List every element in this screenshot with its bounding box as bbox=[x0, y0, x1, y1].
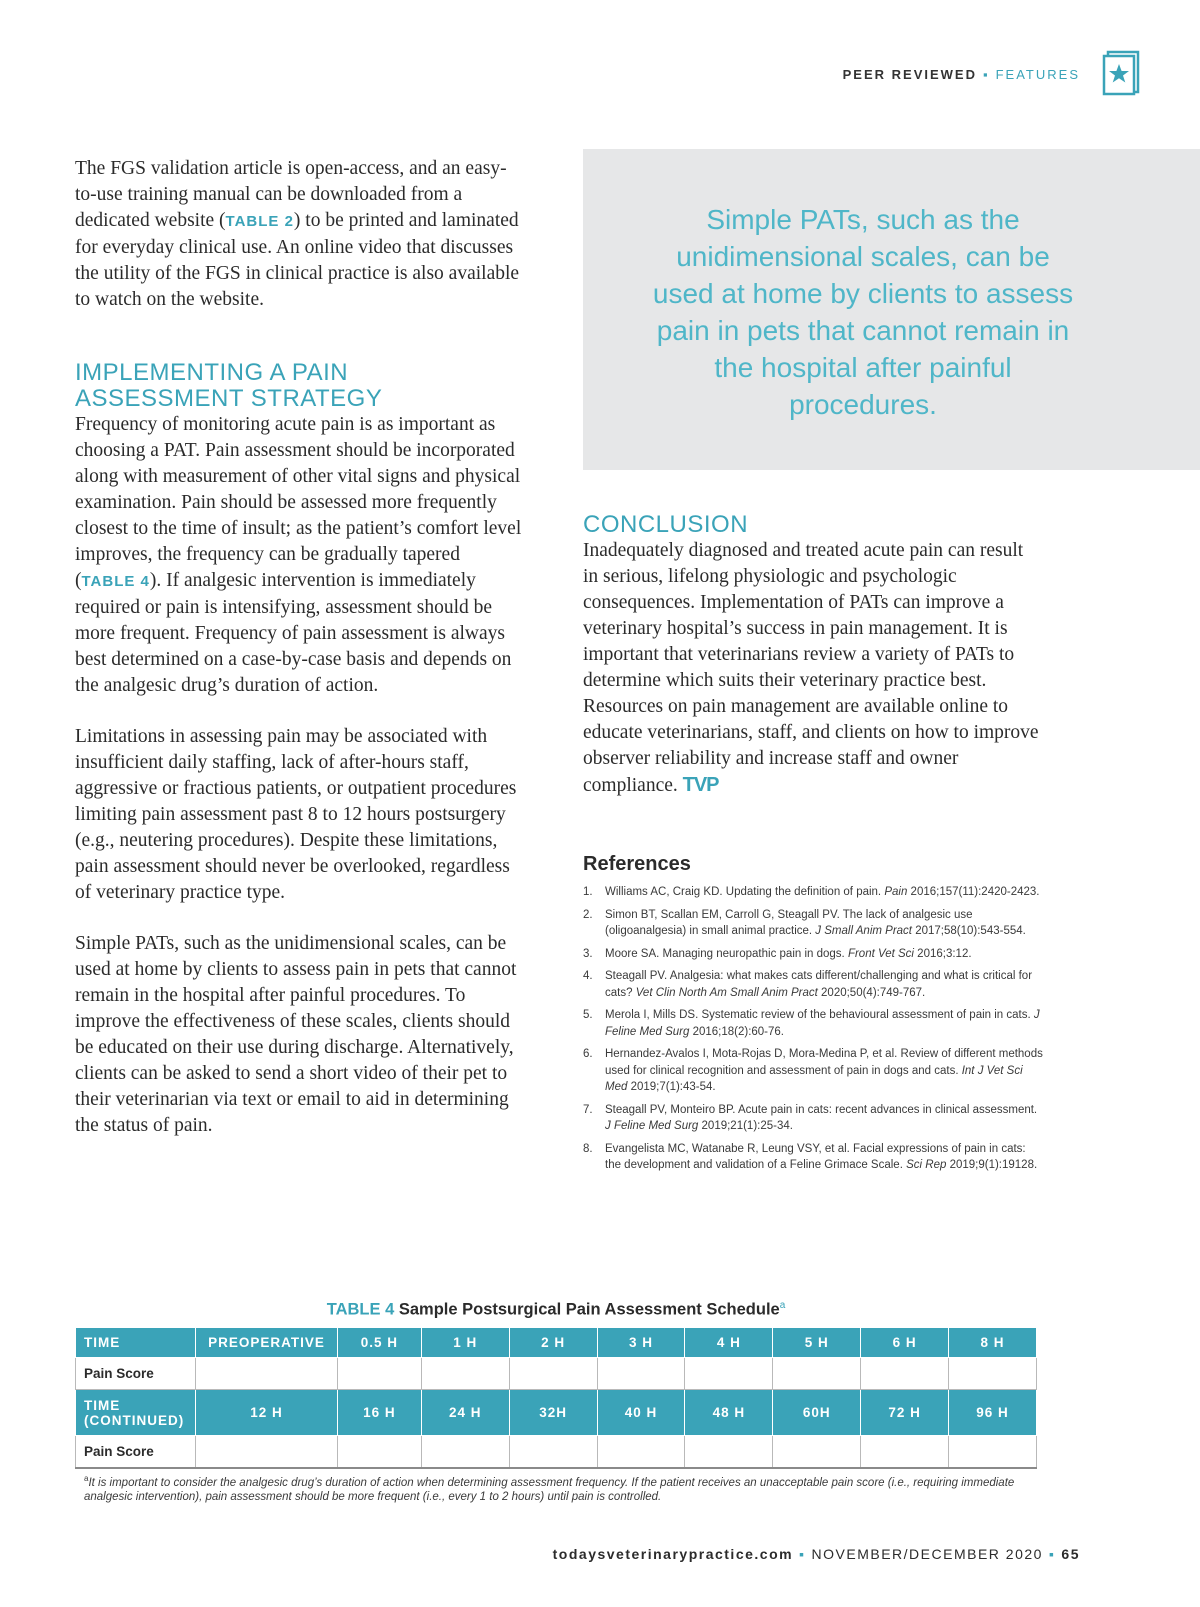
table-cell bbox=[421, 1358, 509, 1390]
table-cell bbox=[597, 1436, 685, 1469]
table-row bbox=[76, 1358, 1037, 1390]
section-label: FEATURES bbox=[995, 67, 1080, 82]
table-cell: 8 H bbox=[949, 1328, 1037, 1358]
table-label: TABLE 4 bbox=[326, 1300, 395, 1319]
table-cell: 16 H bbox=[337, 1390, 421, 1436]
table-cell bbox=[685, 1436, 773, 1469]
reference-item: 7. Steagall PV, Monteiro BP. Acute pain in cats: recent advances in clinical assessment. J Feline Med Surg 2019;21(1):25-34. bbox=[583, 1103, 1038, 1132]
table-cell bbox=[421, 1436, 509, 1469]
table-cell bbox=[195, 1436, 337, 1469]
issue-date: NOVEMBER/DECEMBER 2020 bbox=[811, 1546, 1043, 1562]
reference-item: 6. Hernandez-Avalos I, Mota-Rojas D, Mora-Medina P, et al. Review of different methods used for clinical recognition and assessment of pain in dogs and cats. Int J Vet Sci Med 2019;7(1):43-54. bbox=[583, 1048, 1043, 1093]
reference-item: 4. Steagall PV. Analgesia: what makes cats different/challenging and what is critical for cats? Vet Clin North Am Small Anim Pract 2020;50(4):749-767. bbox=[583, 970, 1033, 999]
table-cell: 5 H bbox=[773, 1328, 861, 1358]
table-cell bbox=[861, 1358, 949, 1390]
running-head bbox=[843, 67, 1080, 82]
table-footnote: $^a$It is important to consider the analgesic drug’s duration of action when determining assessment frequency. If the patient receives an unacceptable pain score (i.e., requiring immediate analgesic intervention), pain assessment should be more frequent (i.e., every 1 to 2 hours) until pain is controlled. bbox=[84, 1474, 1015, 1504]
references-title: References bbox=[583, 853, 691, 875]
table-cell: 24 H bbox=[421, 1390, 509, 1436]
table-row bbox=[76, 1390, 1037, 1436]
table-cell bbox=[337, 1436, 421, 1469]
paragraph-limitations: Limitations in assessing pain may be associated with insufficient daily staffing, lack of after-hours staff, aggressive or fractious patients, or outpatient procedures limiting pain assessment past 8 to 12 hours postsurgery (e.g., neutering procedures). Despite these limitations, pain assessment should never be overlooked, regardless of veterinary practice type. bbox=[75, 726, 517, 903]
heading-implementing: IMPLEMENTING A PAIN ASSESSMENT STRATEGY bbox=[75, 359, 383, 412]
table-title: Sample Postsurgical Pain Assessment Schedule bbox=[398, 1300, 780, 1319]
table-cell: 6 H bbox=[861, 1328, 949, 1358]
page-number: 65 bbox=[1061, 1546, 1080, 1562]
table-cell: 72 H bbox=[861, 1390, 949, 1436]
table-cell bbox=[509, 1358, 597, 1390]
table-cell bbox=[861, 1436, 949, 1469]
reference-item: 5. Merola I, Mills DS. Systematic review of the behavioural assessment of pain in cats. J Feline Med Surg 2016;18(2):60-76. bbox=[583, 1009, 1040, 1038]
footer-separator: ▪ bbox=[799, 1546, 806, 1562]
table-row bbox=[76, 1436, 1037, 1469]
references-list bbox=[583, 884, 1043, 1174]
table-cell bbox=[949, 1436, 1037, 1469]
table-cell: 3 H bbox=[597, 1328, 685, 1358]
table-cell: 2 H bbox=[509, 1328, 597, 1358]
table-cell bbox=[597, 1358, 685, 1390]
table-cell: 60H bbox=[773, 1390, 861, 1436]
table-cell: 4 H bbox=[685, 1328, 773, 1358]
table-caption bbox=[75, 1300, 1037, 1320]
paragraph-fgs: The FGS validation article is open-access, and an easy-to-use training manual can be downloaded from a dedicated website (TABLE 2) to be printed and laminated for everyday clinical use. An online video that discusses the utility of the FGS in clinical practice is also available to watch on the website. bbox=[75, 158, 520, 310]
reference-item: 3. Moore SA. Managing neuropathic pain in dogs. Front Vet Sci 2016;3:12. bbox=[583, 947, 972, 960]
category-label: PEER REVIEWED bbox=[842, 67, 977, 82]
reference-item: 1. Williams AC, Craig KD. Updating the definition of pain. Pain 2016;157(11):2420-2423. bbox=[583, 886, 1040, 898]
reference-item: 2. Simon BT, Scallan EM, Carroll G, Steagall PV. The lack of analgesic use (oligoanalgesia) in small animal practice. J Small Anim Pract 2017;58(10):543-554. bbox=[583, 908, 1026, 937]
row-label-pain-score: Pain Score bbox=[76, 1358, 196, 1390]
footer-separator-2: ▪ bbox=[1048, 1546, 1056, 1562]
row-label-pain-score: Pain Score bbox=[76, 1436, 196, 1469]
bookmark-star-icon bbox=[1102, 50, 1142, 96]
table-cell: 12 H bbox=[195, 1390, 337, 1436]
table-row bbox=[76, 1328, 1037, 1358]
page-footer bbox=[553, 1546, 1080, 1562]
table-2-link[interactable]: TABLE 2 bbox=[225, 213, 294, 230]
table-cell bbox=[685, 1358, 773, 1390]
table-cell: 96 H bbox=[949, 1390, 1037, 1436]
table-cell: 48 H bbox=[685, 1390, 773, 1436]
pull-quote-text: Simple PATs, such as the unidimensional scales, can be used at home by clients to assess pain in pets that cannot remain in the hospital after painful procedures. bbox=[652, 204, 1074, 420]
table-4-link[interactable]: TABLE 4 bbox=[81, 573, 150, 590]
table-cell bbox=[773, 1436, 861, 1469]
table-cell bbox=[773, 1358, 861, 1390]
pull-quote-box bbox=[583, 149, 1200, 470]
table-cell bbox=[337, 1358, 421, 1390]
heading-conclusion: CONCLUSION bbox=[583, 511, 749, 538]
table-cell: 32H bbox=[509, 1390, 597, 1436]
paragraph-conclusion: Inadequately diagnosed and treated acute pain can result in serious, lifelong physiologic and psychologic consequences. Implementation of PATs can improve a veterinary hospital’s success in pain management. It is important that veterinarians review a variety of PATs to determine which suits their veterinary practice best. Resources on pain management are available online to educate veterinarians, staff, and clients on how to improve observer reliability and increase staff and owner compliance. TVP bbox=[583, 540, 1039, 796]
table-cell: 40 H bbox=[597, 1390, 685, 1436]
row-label-time: TIME bbox=[76, 1328, 196, 1358]
table-cell: 1 H bbox=[421, 1328, 509, 1358]
table-cell bbox=[509, 1436, 597, 1469]
right-column bbox=[583, 512, 1043, 1180]
table-cell: PREOPERATIVE bbox=[195, 1328, 337, 1358]
table-cell bbox=[195, 1358, 337, 1390]
tvp-logo: TVP bbox=[682, 774, 719, 796]
header-separator: ▪ bbox=[983, 67, 990, 82]
site-url[interactable]: todaysveterinarypractice.com bbox=[552, 1546, 794, 1562]
left-column bbox=[75, 156, 525, 1164]
table-cell bbox=[949, 1358, 1037, 1390]
pain-schedule-table bbox=[75, 1327, 1037, 1469]
row-label-time-continued: TIME (CONTINUED) bbox=[76, 1390, 196, 1436]
paragraph-simple-pats: Simple PATs, such as the unidimensional scales, can be used at home by clients to assess pain in pets that cannot remain in the hospital after painful procedures. To improve the effectiveness of these scales, clients should be educated on their use during discharge. Alternatively, clients can be asked to send a short video of their pet to their veterinarian via text or email to aid in determining the status of pain. bbox=[75, 933, 517, 1136]
table-cell: 0.5 H bbox=[337, 1328, 421, 1358]
reference-item: 8. Evangelista MC, Watanabe R, Leung VSY, et al. Facial expressions of pain in cats: the development and validation of a Feline Grimace Scale. Sci Rep 2019;9(1):19128. bbox=[583, 1142, 1038, 1171]
paragraph-frequency: Frequency of monitoring acute pain is as important as choosing a PAT. Pain assessment should be incorporated along with measurement of other vital signs and physical examination. Pain should be assessed more frequently closest to the time of insult; as the patient’s comfort level improves, the frequency can be gradually tapered (TABLE 4). If analgesic intervention is immediately required or pain is intensifying, assessment should be more frequent. Frequency of pain assessment is always best determined on a case-by-case basis and depends on the analgesic drug’s duration of action. bbox=[75, 414, 522, 696]
table-title-mark: a bbox=[779, 1300, 786, 1311]
